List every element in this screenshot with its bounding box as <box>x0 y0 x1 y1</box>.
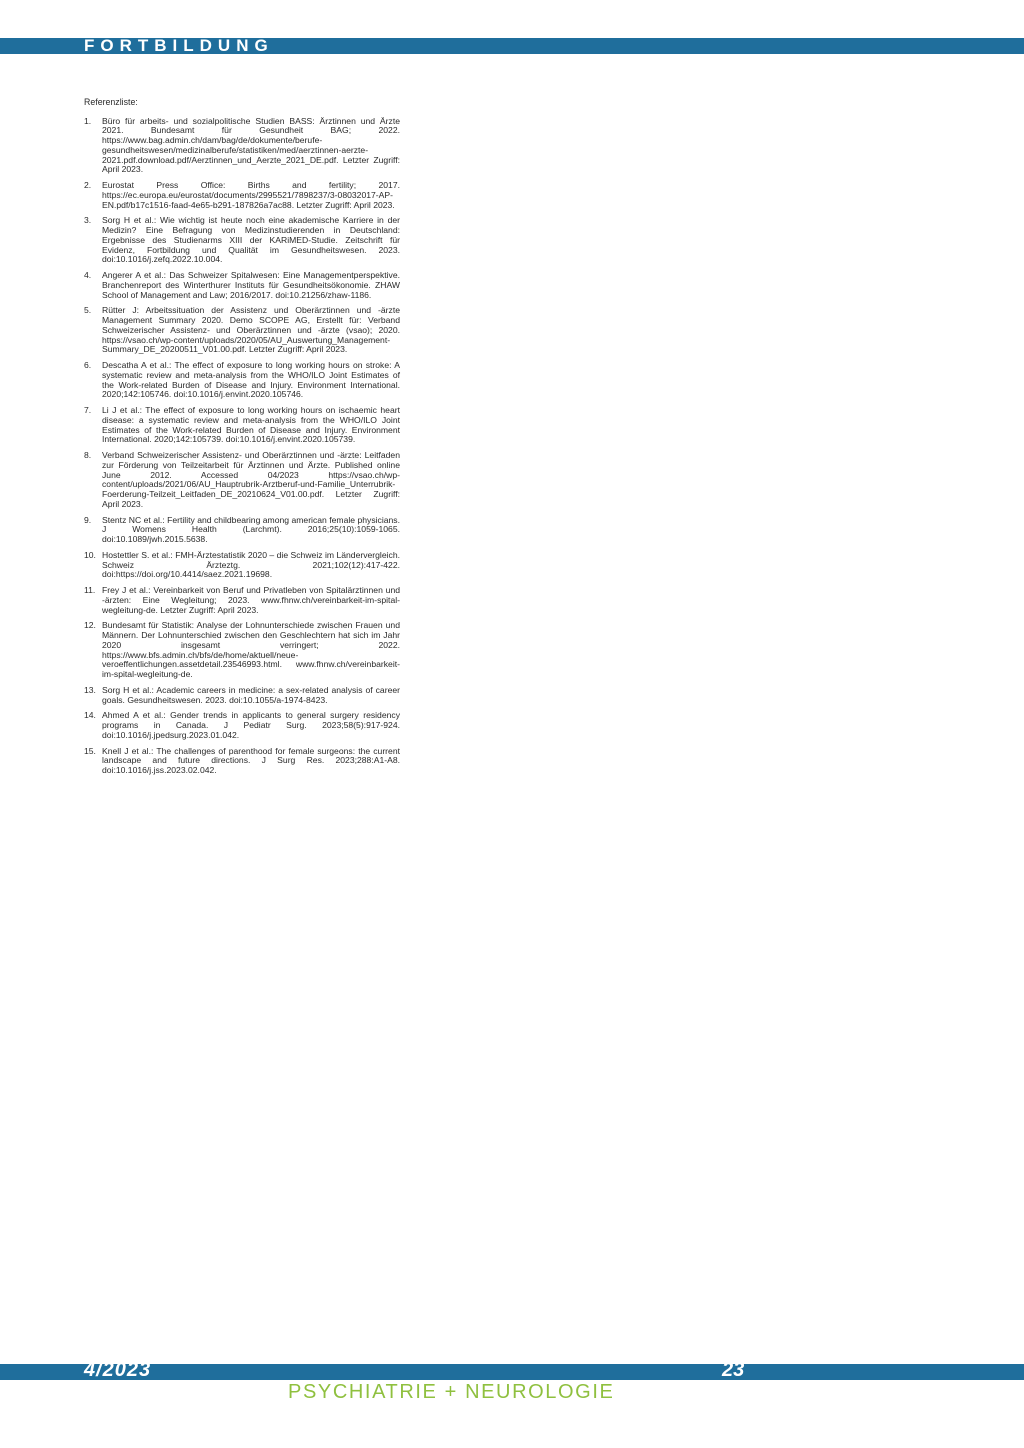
reference-number: 10. <box>84 549 96 560</box>
reference-list <box>84 117 400 776</box>
reference-text: Hostettler S. et al.: FMH-Ärztestatistik 2020 – die Schweiz im Ländervergleich. Schweiz Ärzteztg. 2021;102(12):417-422. doi:https://doi.org/10.4414/saez.2021.19698. <box>102 549 400 580</box>
reference-text: Angerer A et al.: Das Schweizer Spitalwesen: Eine Managementperspektive. Branchenreport des Winterthurer Instituts für Gesundheitsökonomie. ZHAW School of Management and Law; 2016/2017. doi:10.21256/zhaw-1186. <box>102 270 400 300</box>
reference-item <box>84 686 400 705</box>
reference-text: Eurostat Press Office: Births and fertility; 2017. https://ec.europa.eu/eurostat/documents/2995521/7898237/3-08032017-AP-EN.pdf/b17c1516-faad-4e65-b291-187826a7ac88. Letzter Zugriff: April 2023. <box>102 180 400 210</box>
reference-item <box>84 271 400 300</box>
reference-item <box>84 586 400 615</box>
reference-number: 1. <box>84 115 92 126</box>
reference-number: 14. <box>84 710 96 721</box>
reference-item <box>84 181 400 210</box>
reference-text: Li J et al.: The effect of exposure to long working hours on ischaemic heart disease: a systematic review and meta-analysis from the WHO/ILO Joint Estimates of the Work-related Burden of Disease and Injury. Environment International. 2020;142:105739. doi:10.1016/j.envint.2020.105739. <box>102 405 400 445</box>
reference-item <box>84 451 400 509</box>
reference-item <box>84 711 400 740</box>
reference-text: Descatha A et al.: The effect of exposure to long working hours on stroke: A systematic review and meta-analysis from the WHO/ILO Joint Estimates of the Work-related Burden of Disease and Injury. Environment International. 2020;142:105746. doi:10.1016/j.envint.2020.105746. <box>102 360 400 400</box>
reference-text: Stentz NC et al.: Fertility and childbearing among american female physicians. J Womens Health (Larchmt). 2016;25(10):1059-1065. doi:10.1089/jwh.2015.5638. <box>102 514 400 544</box>
reference-number: 4. <box>84 270 92 281</box>
reference-number: 5. <box>84 305 92 316</box>
footer-bar <box>0 1364 1024 1380</box>
reference-item <box>84 306 400 355</box>
reference-item <box>84 621 400 679</box>
reference-heading: Referenzliste: <box>84 97 138 107</box>
reference-item <box>84 551 400 580</box>
reference-text: Sorg H et al.: Wie wichtig ist heute noch eine akademische Karriere in der Medizin? Eine Befragung von Medizinstudierenden in Deutschland: Ergebnisse des Studienarms XIII der KARiMED-Studie. Zeitschrift für Evidenz, Fortbildung und Qualität im Gesundheitswesen. 2023. doi:10.1016/j.zefq.2022.10.004. <box>102 215 400 265</box>
page-number: 23 <box>722 1359 745 1381</box>
reference-number: 2. <box>84 180 92 191</box>
reference-item <box>84 216 400 265</box>
reference-item <box>84 747 400 776</box>
journal-name: PSYCHIATRIE + NEUROLOGIE <box>288 1381 615 1403</box>
reference-text: Bundesamt für Statistik: Analyse der Lohnunterschiede zwischen Frauen und Männern. Der Lohnunterschied zwischen den Geschlechtern hat sich im Jahr 2020 insgesamt verringert; 2022. https://www.bfs.admin.ch/bfs/de/home/aktuell/neue-veroeffentlichungen.assetdetail.23546993.html. www.fhnw.ch/vereinbarkeit-im-spital-wegleitung-de. <box>102 620 400 679</box>
reference-number: 12. <box>84 620 96 631</box>
reference-section <box>84 98 400 782</box>
reference-item <box>84 516 400 545</box>
reference-text: Knell J et al.: The challenges of parenthood for female surgeons: the current landscape and future directions. J Surg Res. 2023;288:A1-A8. doi:10.1016/j.jss.2023.02.042. <box>102 745 400 776</box>
reference-number: 15. <box>84 745 96 756</box>
reference-number: 8. <box>84 450 92 461</box>
reference-number: 11. <box>84 585 96 596</box>
reference-item <box>84 361 400 400</box>
reference-text: Büro für arbeits- und sozialpolitische Studien BASS: Ärztinnen und Ärzte 2021. Bundesamt für Gesundheit BAG; 2022. https://www.bag.admin.ch/dam/bag/de/dokumente/berufe-gesundheitswesen/medizinalberufe/statistiken/med/aerztinnen-aerzte-2021.pdf.download.pdf/Aerztinnen_und_Aerzte_2021_DE.pdf. Letzter Zugriff: April 2023. <box>102 115 400 175</box>
issue-number: 4/2023 <box>84 1359 152 1381</box>
reference-number: 3. <box>84 215 92 226</box>
reference-text: Frey J et al.: Vereinbarkeit von Beruf und Privatleben von Spitalärztinnen und -ärzten: Eine Wegleitung; 2023. www.fhnw.ch/vereinbarkeit-im-spital-wegleitung-de. Letzter Zugriff: April 2023. <box>102 585 400 615</box>
reference-number: 13. <box>84 684 96 695</box>
reference-number: 7. <box>84 405 92 416</box>
reference-number: 6. <box>84 360 92 371</box>
reference-item <box>84 406 400 445</box>
reference-text: Verband Schweizerischer Assistenz- und Oberärztinnen und -ärzte: Leitfaden zur Förderung von Teilzeitarbeit für Ärztinnen und Ärzte. Published online June 2012. Accessed 04/2023 https://vsao.ch/wp-content/uploads/2021/06/AU_Hauptrubrik-Arztberuf-und-Familie_Unterrubrik-Foerderung-Teilzeit_Leitfaden_DE_20210624_V01.00.pdf. Letzter Zugriff: April 2023. <box>102 450 400 509</box>
reference-number: 9. <box>84 514 92 525</box>
reference-text: Sorg H et al.: Academic careers in medicine: a sex-related analysis of career goals. Gesundheitswesen. 2023. doi:10.1055/a-1974-8423. <box>102 684 400 705</box>
reference-item <box>84 117 400 175</box>
reference-text: Rütter J: Arbeitssituation der Assistenz und Oberärztinnen und -ärzte Management Summary 2020. Demo SCOPE AG, Erstellt für: Verband Schweizerischer Assistenz- und Oberärztinnen und -ärzte (vsao); 2020. https://vsao.ch/wp-content/uploads/2020/05/AU_Auswertung_Management-Summary_DE_20200511_V01.00.pdf. Letzter Zugriff: April 2023. <box>102 305 400 355</box>
reference-text: Ahmed A et al.: Gender trends in applicants to general surgery residency programs in Canada. J Pediatr Surg. 2023;58(5):917-924. doi:10.1016/j.jpedsurg.2023.01.042. <box>102 710 400 740</box>
section-title: FORTBILDUNG <box>84 36 274 55</box>
